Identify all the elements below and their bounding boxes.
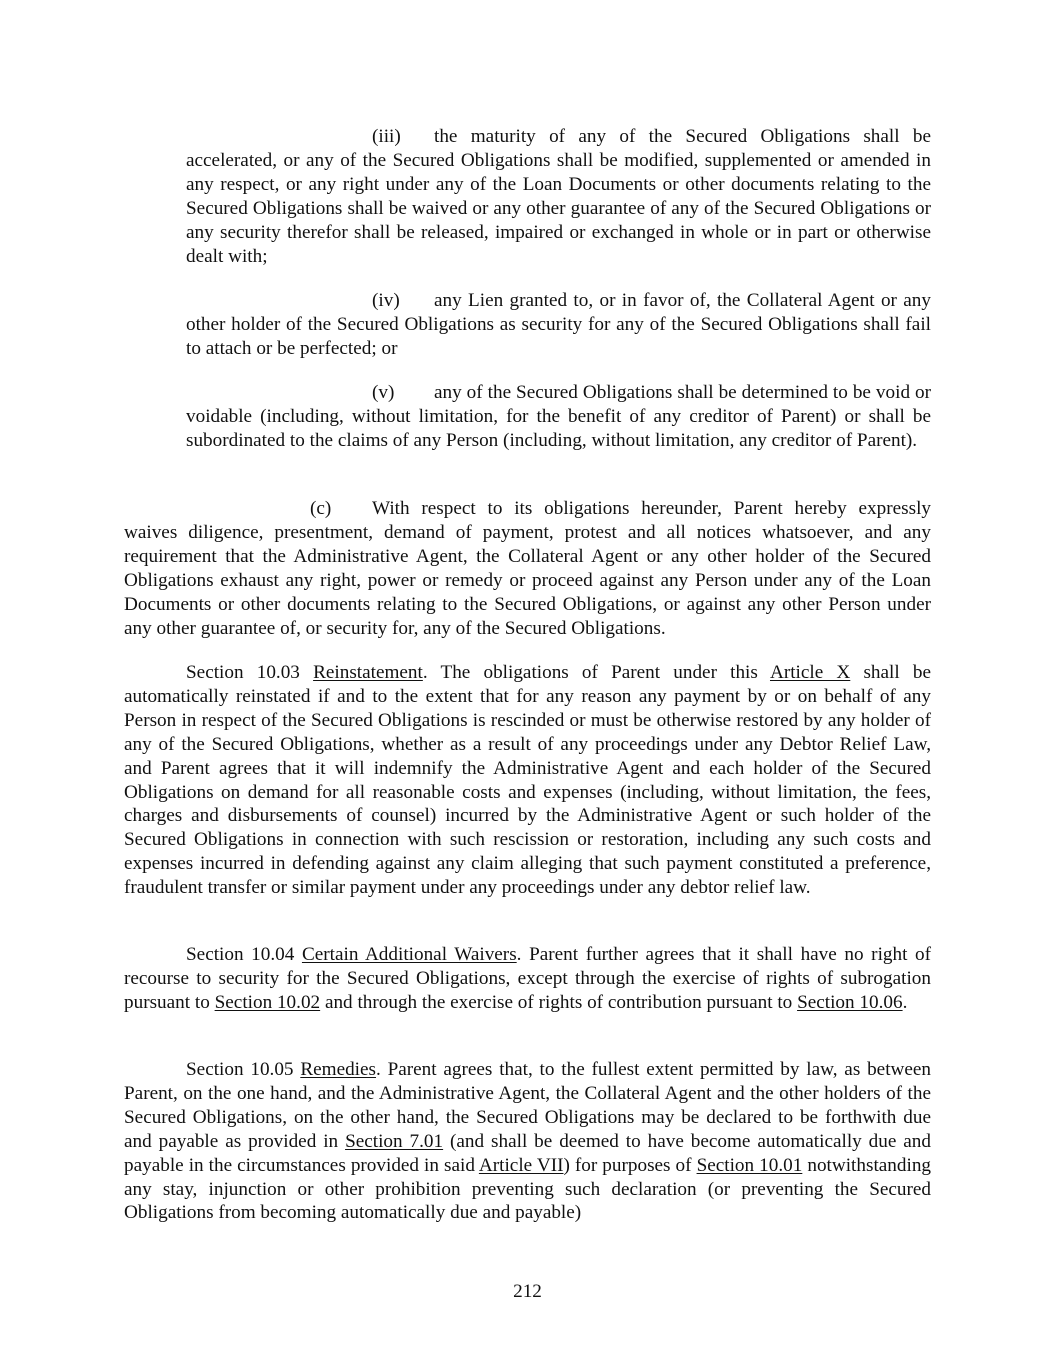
section-number: Section 10.04 bbox=[186, 944, 295, 965]
link-section-7-01[interactable]: Section 7.01 bbox=[345, 1130, 444, 1152]
page-number: 212 bbox=[513, 1281, 542, 1302]
section-text: . The obligations of Parent under this bbox=[422, 662, 770, 683]
section-number: Section 10.05 bbox=[186, 1059, 294, 1080]
clause-iii bbox=[186, 125, 931, 268]
section-number: Section 10.03 bbox=[186, 662, 300, 683]
clause-iv bbox=[186, 289, 931, 361]
link-section-10-02[interactable]: Section 10.02 bbox=[214, 991, 321, 1013]
clause-marker: (v) bbox=[372, 382, 395, 403]
section-heading: Reinstatement bbox=[313, 662, 423, 683]
clause-text: the maturity of any of the Secured Obligations shall be accelerated, or any of the Secured Obligations shall be modified, supplemented or amended in any respect, or any right under any of the Loan Documents or other documents relating to the Secured Obligations shall be waived or any other guarantee of any of the Secured Obligations or any security therefor shall be released, impaired or exchanged in whole or in part or otherwise dealt with; bbox=[186, 126, 931, 267]
section-10-04 bbox=[124, 943, 931, 1015]
clause-c bbox=[124, 497, 931, 640]
section-text: . Parent agrees that, to the fullest extent permitted by law, as between Parent, on the one hand, and the Administrative Agent, the Collateral Agent and the other holders of the Secured Obligations, on the other hand, the Secured Obligations may be declared to be forthwith due and payable as provided in bbox=[124, 1059, 932, 1152]
section-10-05 bbox=[124, 1058, 931, 1225]
clause-text: With respect to its obligations hereunder, Parent hereby expressly waives diligence, presentment, demand of payment, protest and all notices whatsoever, and any requirement that the Administrative Agent, the Collateral Agent or any other holder of the Secured Obligations exhaust any right, power or remedy or proceed against any Person under any of the Loan Documents or other documents relating to the Secured Obligations, or against any other Person under any other guarantee of, or security for, any of the Secured Obligations. bbox=[124, 498, 931, 639]
clause-marker: (iii) bbox=[372, 126, 401, 147]
clause-marker: (c) bbox=[310, 498, 332, 519]
section-heading: Certain Additional Waivers bbox=[301, 944, 517, 965]
clause-v bbox=[186, 381, 931, 453]
clause-marker: (iv) bbox=[372, 290, 400, 311]
link-section-10-06[interactable]: Section 10.06 bbox=[797, 991, 903, 1013]
link-article-x[interactable]: Article X bbox=[769, 662, 851, 683]
section-text: . bbox=[902, 991, 908, 1013]
clause-text: any of the Secured Obligations shall be determined to be void or voidable (including, without limitation, for the benefit of any creditor of Parent) or shall be subordinated to the claims of any Person (including, without limitation, any creditor of Parent). bbox=[186, 382, 931, 451]
section-text: notwithstanding any stay, injunction or other prohibition preventing such declaration (or preventing the Secured Obligations from becoming automatically due and payable) bbox=[124, 1154, 932, 1224]
section-text: ) for purposes of bbox=[563, 1154, 697, 1176]
section-heading: Remedies bbox=[300, 1059, 376, 1080]
section-text: (and shall be deemed to have become automatically due and payable in the circumstances provided in said bbox=[124, 1130, 931, 1176]
link-section-10-01[interactable]: Section 10.01 bbox=[696, 1154, 803, 1176]
link-article-vii[interactable]: Article VII bbox=[478, 1154, 564, 1176]
clause-text: any Lien granted to, or in favor of, the Collateral Agent or any other holder of the Secured Obligations as security for any of the Secured Obligations shall fail to attach or be perfected; or bbox=[186, 290, 931, 359]
section-text: . Parent further agrees that it shall have no right of recourse to security for the Secured Obligations, except through the exercise of rights of subrogation pursuant to bbox=[124, 944, 931, 1013]
section-text: shall be automatically reinstated if and to the extent that for any reason any payment by or on behalf of any Person in respect of the Secured Obligations is rescinded or must be otherwise restored by any holder of any of the Secured Obligations, whether as a result of any proceedings under any Debtor Relief Law, and Parent agrees that it will indemnify the Administrative Agent and each holder of the Secured Obligations on demand for all reasonable costs and expenses (including, without limitation, the fees, charges and disbursements of counsel) incurred by the Administrative Agent or such holder of the Secured Obligations in connection with such rescission or restoration, including any such costs and expenses incurred in defending against any claim alleging that such payment constituted a preference, fraudulent transfer or similar payment under any proceedings under any debtor relief law. bbox=[124, 662, 931, 899]
section-text: and through the exercise of rights of contribution pursuant to bbox=[320, 991, 798, 1013]
section-10-03 bbox=[124, 661, 931, 900]
